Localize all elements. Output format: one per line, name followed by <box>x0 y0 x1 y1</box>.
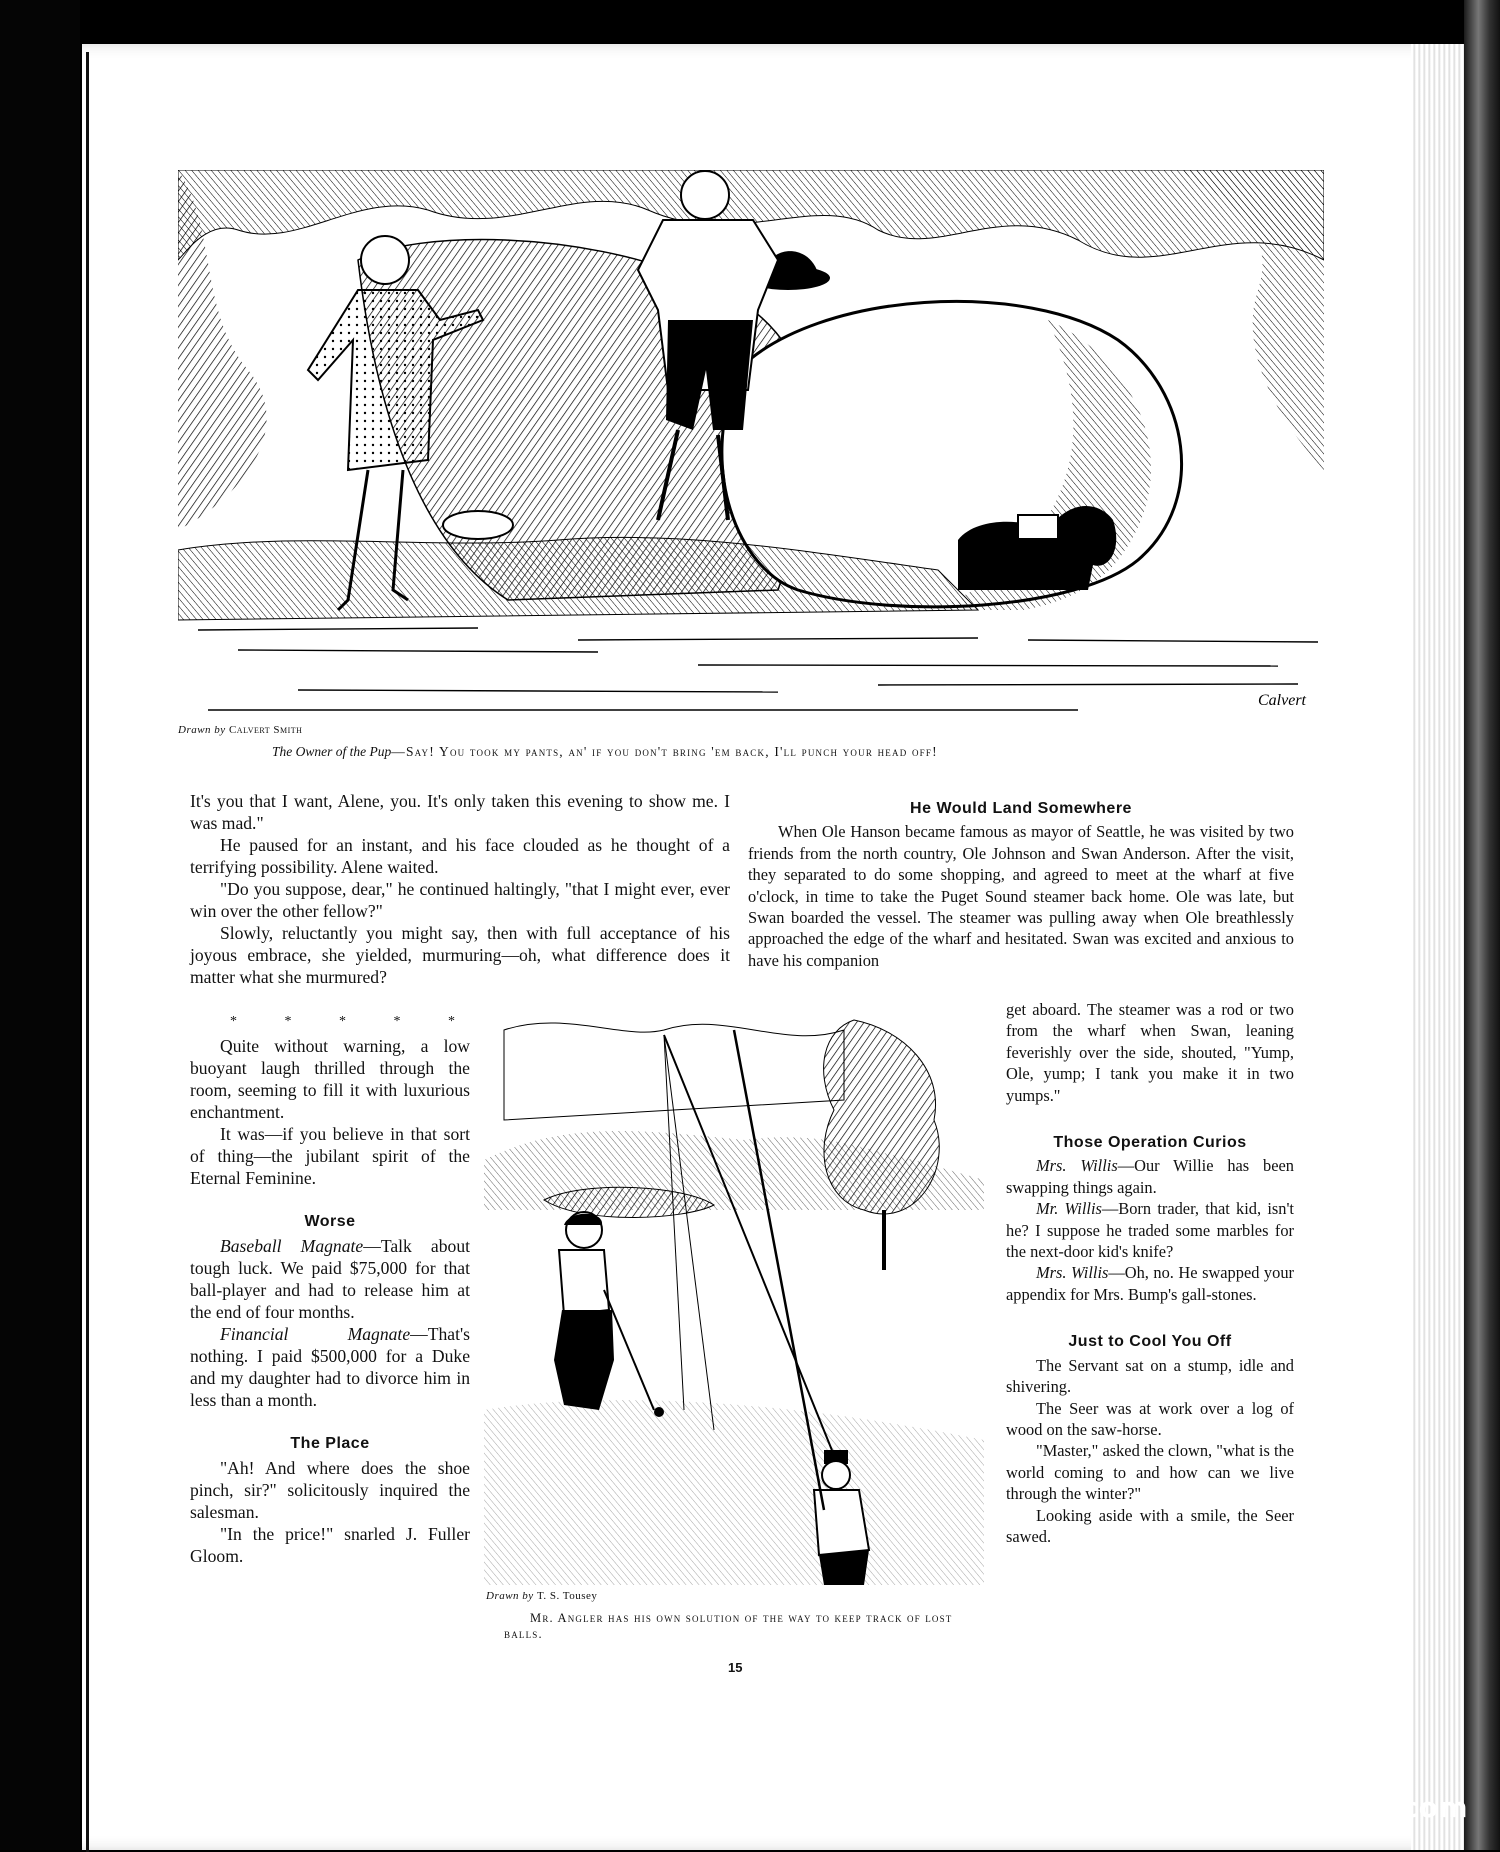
watermark: comicbooks.com <box>1200 1791 1468 1824</box>
scan-border-left <box>0 0 80 1850</box>
credit-artist: Calvert Smith <box>228 724 303 736</box>
story-paragraph: Looking aside with a smile, the Seer sawed. <box>1006 1505 1294 1546</box>
section-heading-cool: Just to Cool You Off <box>1068 1333 1232 1351</box>
section-break-stars: * * * * * <box>230 1014 477 1029</box>
left-column-top <box>190 790 730 988</box>
story-paragraph: The Servant sat on a stump, idle and shivering. <box>1006 1355 1294 1397</box>
golfer-and-angler-drawing <box>484 1010 984 1585</box>
story-paragraph: Quite without warning, a low buoyant laugh thrilled through the room, seeming to fill it with luxurious enchantment. <box>190 1036 470 1122</box>
caption-speaker: The Owner of the Pup <box>272 744 392 759</box>
page-number: 15 <box>728 1660 743 1675</box>
center-illustration-caption: Mr. Angler has his own solution of the way to keep track of lost balls. <box>504 1611 953 1641</box>
credit-prefix: Drawn by <box>486 1590 534 1602</box>
dialogue-text: —Born trader, that kid, isn't he? I suppose he traded some marbles for the next-door kid's knife? <box>1006 1199 1294 1262</box>
dialogue-text: —That's nothing. I paid $500,000 for a Duke and my daughter had to divorce him in less than a month. <box>190 1324 470 1410</box>
dialogue-text: —Our Willie has been swapping things again. <box>1006 1156 1294 1197</box>
story-paragraph: Slowly, reluctantly you might say, then with full acceptance of his joyous embrace, she yielded, murmuring—oh, what difference does it matter what she murmured? <box>190 923 730 987</box>
section-heading-place: The Place <box>290 1435 370 1452</box>
section-heading-curios: Those Operation Curios <box>1053 1134 1247 1152</box>
story-paragraph: The Seer was at work over a log of wood on the saw-horse. <box>1006 1398 1294 1439</box>
top-illustration-caption <box>272 744 1292 760</box>
speaker-label: Baseball Magnate <box>220 1236 364 1256</box>
section-heading-worse: Worse <box>304 1213 356 1230</box>
gutter-line <box>86 52 89 1852</box>
story-paragraph: get aboard. The steamer was a rod or two from the wharf when Swan, leaning feverishly over the side, shouted, "Yump, Ole, yump; I tank you make it in two yumps." <box>1006 1000 1294 1105</box>
book-spine-edge <box>1464 0 1500 1850</box>
speaker-label: Mrs. Willis <box>1036 1263 1109 1283</box>
credit-artist: T. S. Tousey <box>536 1590 598 1602</box>
story-paragraph: "Ah! And where does the shoe pinch, sir?" solicitously inquired the salesman. <box>190 1458 470 1522</box>
story-paragraph: It's you that I want, Alene, you. It's only taken this evening to show me. I was mad." <box>190 791 730 833</box>
artist-signature: Calvert <box>1258 692 1306 709</box>
scan-border-top <box>0 0 1500 42</box>
caption-text: —Say! You took my pants, an' if you don't bring 'em back, I'll punch your head off! <box>391 744 938 759</box>
right-column-top <box>748 798 1294 971</box>
story-paragraph: "Do you suppose, dear," he continued haltingly, "that I might ever, ever win over the other fellow?" <box>190 879 730 921</box>
speaker-label: Financial Magnate <box>220 1324 411 1344</box>
speaker-label: Mr. Willis <box>1036 1199 1102 1219</box>
story-paragraph: It was—if you believe in that sort of thing—the jubilant spirit of the Eternal Feminine. <box>190 1124 470 1188</box>
story-paragraph: "Master," asked the clown, "what is the world coming to and how can we live through the winter?" <box>1006 1441 1294 1504</box>
speaker-label: Mrs. Willis <box>1036 1156 1118 1176</box>
dialogue-text: —Talk about tough luck. We paid $75,000 for that ball-player and had to release him at the end of four months. <box>190 1236 471 1322</box>
right-column-narrow <box>1006 999 1294 1547</box>
story-paragraph: When Ole Hanson became famous as mayor of Seattle, he was visited by two friends from the north country, Ole Johnson and Swan Anderson. After the visit, they separated to do some shopping, and agreed to meet at the wharf at five o'clock, in time to take the Puget Sound steamer back home. Ole was late, but Swan boarded the vessel. The steamer was pulling away when Ole breathlessly approached the edge of the wharf and hesitated. Swan was excited and anxious to have his companion <box>748 822 1294 970</box>
center-illustration <box>484 1010 984 1585</box>
section-heading-land: He Would Land Somewhere <box>910 800 1132 817</box>
story-paragraph: "In the price!" snarled J. Fuller Gloom. <box>190 1524 470 1566</box>
credit-prefix: Drawn by <box>178 724 226 736</box>
dialogue-text: —Oh, no. He swapped your appendix for Mrs. Bump's gall-stones. <box>1006 1263 1294 1304</box>
page-stack-edge <box>1411 44 1467 1850</box>
center-illustration-credit <box>486 1590 597 1602</box>
story-paragraph: He paused for an instant, and his face clouded as he thought of a terrifying possibility. Alene waited. <box>190 835 730 877</box>
boys-by-river-drawing <box>178 170 1324 720</box>
left-column-narrow <box>190 1035 470 1567</box>
top-illustration-credit <box>178 724 302 736</box>
top-illustration <box>178 170 1324 720</box>
